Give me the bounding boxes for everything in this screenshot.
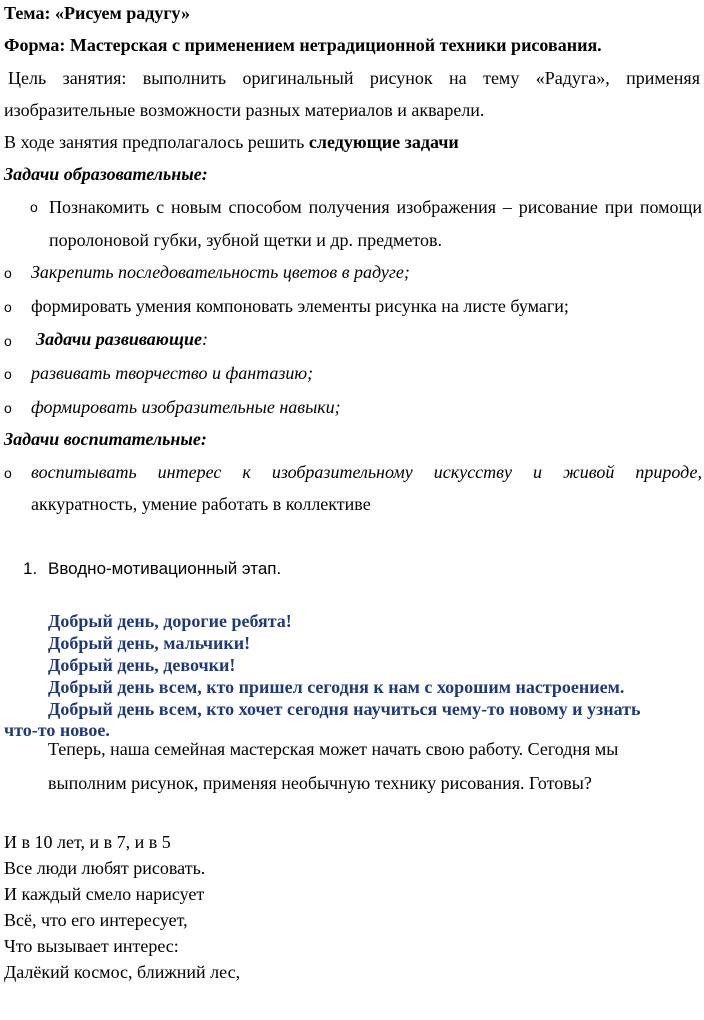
tasks-intro-text: В ходе занятия предполагалось решить — [4, 132, 309, 152]
greeting-1: Добрый день, дорогие ребята! — [48, 611, 292, 631]
intro-line-1: Теперь, наша семейная мастерская может начать свою работу. Сегодня мы — [48, 739, 619, 759]
dev-heading — [36, 328, 208, 350]
form-line — [4, 34, 602, 56]
greeting-6: что-то новое. — [4, 720, 110, 740]
edu-item-2: Закрепить последовательность цветов в радуге; — [31, 262, 410, 282]
bullet-icon: o — [4, 465, 12, 481]
goal-line-2: изобразительные возможности разных материалов и акварели. — [4, 100, 485, 120]
greeting-2: Добрый день, мальчики! — [48, 633, 251, 653]
form-value: Мастерская с применением нетрадиционной техники рисования. — [69, 35, 602, 55]
stage-number: 1. — [23, 559, 38, 578]
tasks-intro — [4, 131, 459, 153]
theme-line — [4, 2, 190, 24]
dev-item-1: развивать творчество и фантазию; — [31, 363, 314, 383]
greeting-3: Добрый день, девочки! — [48, 655, 236, 675]
bullet-icon: o — [4, 265, 12, 281]
dev-item-2: формировать изобразительные навыки; — [31, 397, 341, 417]
upbr-item-line-2: аккуратность, умение работать в коллективе — [31, 494, 371, 514]
edu-heading: Задачи образовательные: — [4, 164, 208, 184]
poem-line-2: Все люди любят рисовать. — [4, 858, 206, 878]
upbr-item-line-1: воспитывать интерес к изобразительному искусству и живой природе, — [31, 462, 702, 482]
dev-heading-tail: : — [201, 329, 208, 349]
poem-line-3: И каждый смело нарисует — [4, 884, 205, 904]
bullet-icon: o — [4, 299, 12, 315]
poem-line-1: И в 10 лет, и в 7, и в 5 — [4, 832, 171, 852]
poem-line-4: Всё, что его интересует, — [4, 910, 188, 930]
theme-label: Тема: — [4, 3, 51, 23]
edu-item-1-line-2: поролоновой губки, зубной щетки и др. предметов. — [49, 230, 443, 250]
greeting-4: Добрый день всем, кто пришел сегодня к нам с хорошим настроением. — [48, 677, 625, 697]
edu-item-1-line-1: Познакомить с новым способом получения изображения – рисование при помощи — [49, 197, 702, 217]
bullet-icon: o — [4, 333, 12, 349]
greeting-5: Добрый день всем, кто хочет сегодня научиться чему-то новому и узнать — [48, 699, 641, 719]
goal-line-1: Цель занятия: выполнить оригинальный рисунок на тему «Радуга», применяя — [8, 68, 700, 88]
tasks-intro-bold: следующие задачи — [308, 132, 459, 152]
dev-heading-bold: Задачи развивающие — [36, 329, 202, 349]
poem-line-5: Что вызывает интерес: — [4, 936, 179, 956]
bullet-icon: o — [30, 199, 38, 215]
poem-line-6: Далёкий космос, ближний лес, — [4, 962, 241, 982]
edu-item-3: формировать умения компоновать элементы рисунка на листе бумаги; — [31, 296, 569, 316]
intro-line-2: выполним рисунок, применяя необычную технику рисования. Готовы? — [48, 773, 592, 793]
stage-title: Вводно-мотивационный этап. — [48, 559, 282, 578]
upbr-heading: Задачи воспитательные: — [4, 429, 207, 449]
bullet-icon: o — [4, 366, 12, 382]
form-label: Форма: — [4, 35, 66, 55]
bullet-icon: o — [4, 400, 12, 416]
theme-value: «Рисуем радугу» — [54, 3, 191, 23]
